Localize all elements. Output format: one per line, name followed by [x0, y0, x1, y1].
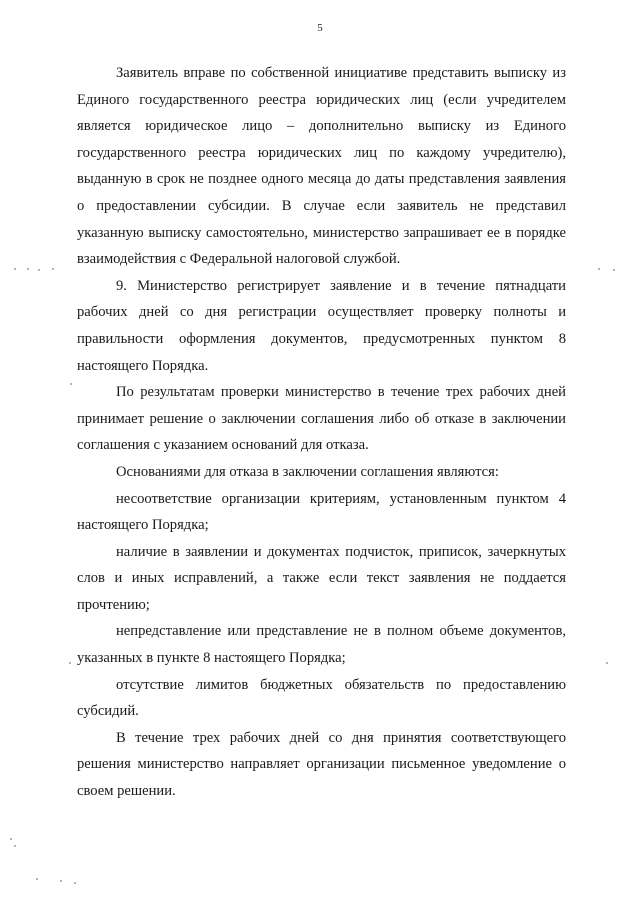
paragraph-ground-corrections: наличие в заявлении и документах подчисток, приписок, зачеркнутых слов и иных исправлений, а также если текст заявления не поддается прочтению;	[77, 543, 566, 613]
paragraph-decision: По результатам проверки министерство в течение трех рабочих дней принимает решение о заключении соглашения либо об отказе в заключении соглашения с указанием оснований для отказа.	[77, 384, 566, 454]
paragraph-ground-criteria: несоответствие организации критериям, установленным пунктом 4 настоящего Порядка;	[77, 490, 566, 534]
paragraph-ground-no-limits: отсутствие лимитов бюджетных обязательств по предоставлению субсидий.	[77, 676, 566, 720]
page-number: 5	[317, 22, 323, 34]
paragraph-ground-incomplete: непредставление или представление не в полном объеме документов, указанных в пункте 8 настоящего Порядка;	[77, 623, 566, 667]
paragraph-registration-check: 9. Министерство регистрирует заявление и в течение пятнадцати рабочих дней со дня регистрации осуществляет проверку полноты и правильности оформления документов, предусмотренных пунктом 8 настоящего Порядка.	[77, 277, 566, 374]
paragraph-applicant-extract: Заявитель вправе по собственной инициативе представить выписку из Единого государственного реестра юридических лиц (если учредителем является юридическое лицо – дополнительно выписку из Единого государственного реестра юридических лиц по каждому учредителю), выданную в срок не позднее одного месяца до даты представления заявления о предоставлении субсидии. В случае если заявитель не представил указанную выписку самостоятельно, министерство запрашивает ее в порядке взаимодействия с Федеральной налоговой службой.	[77, 65, 566, 268]
document-body	[77, 60, 566, 805]
paragraph-refusal-grounds-heading: Основаниями для отказа в заключении соглашения являются:	[116, 463, 499, 480]
paragraph-notification: В течение трех рабочих дней со дня принятия соответствующего решения министерство направляет организации письменное уведомление о своем решении.	[77, 729, 566, 800]
